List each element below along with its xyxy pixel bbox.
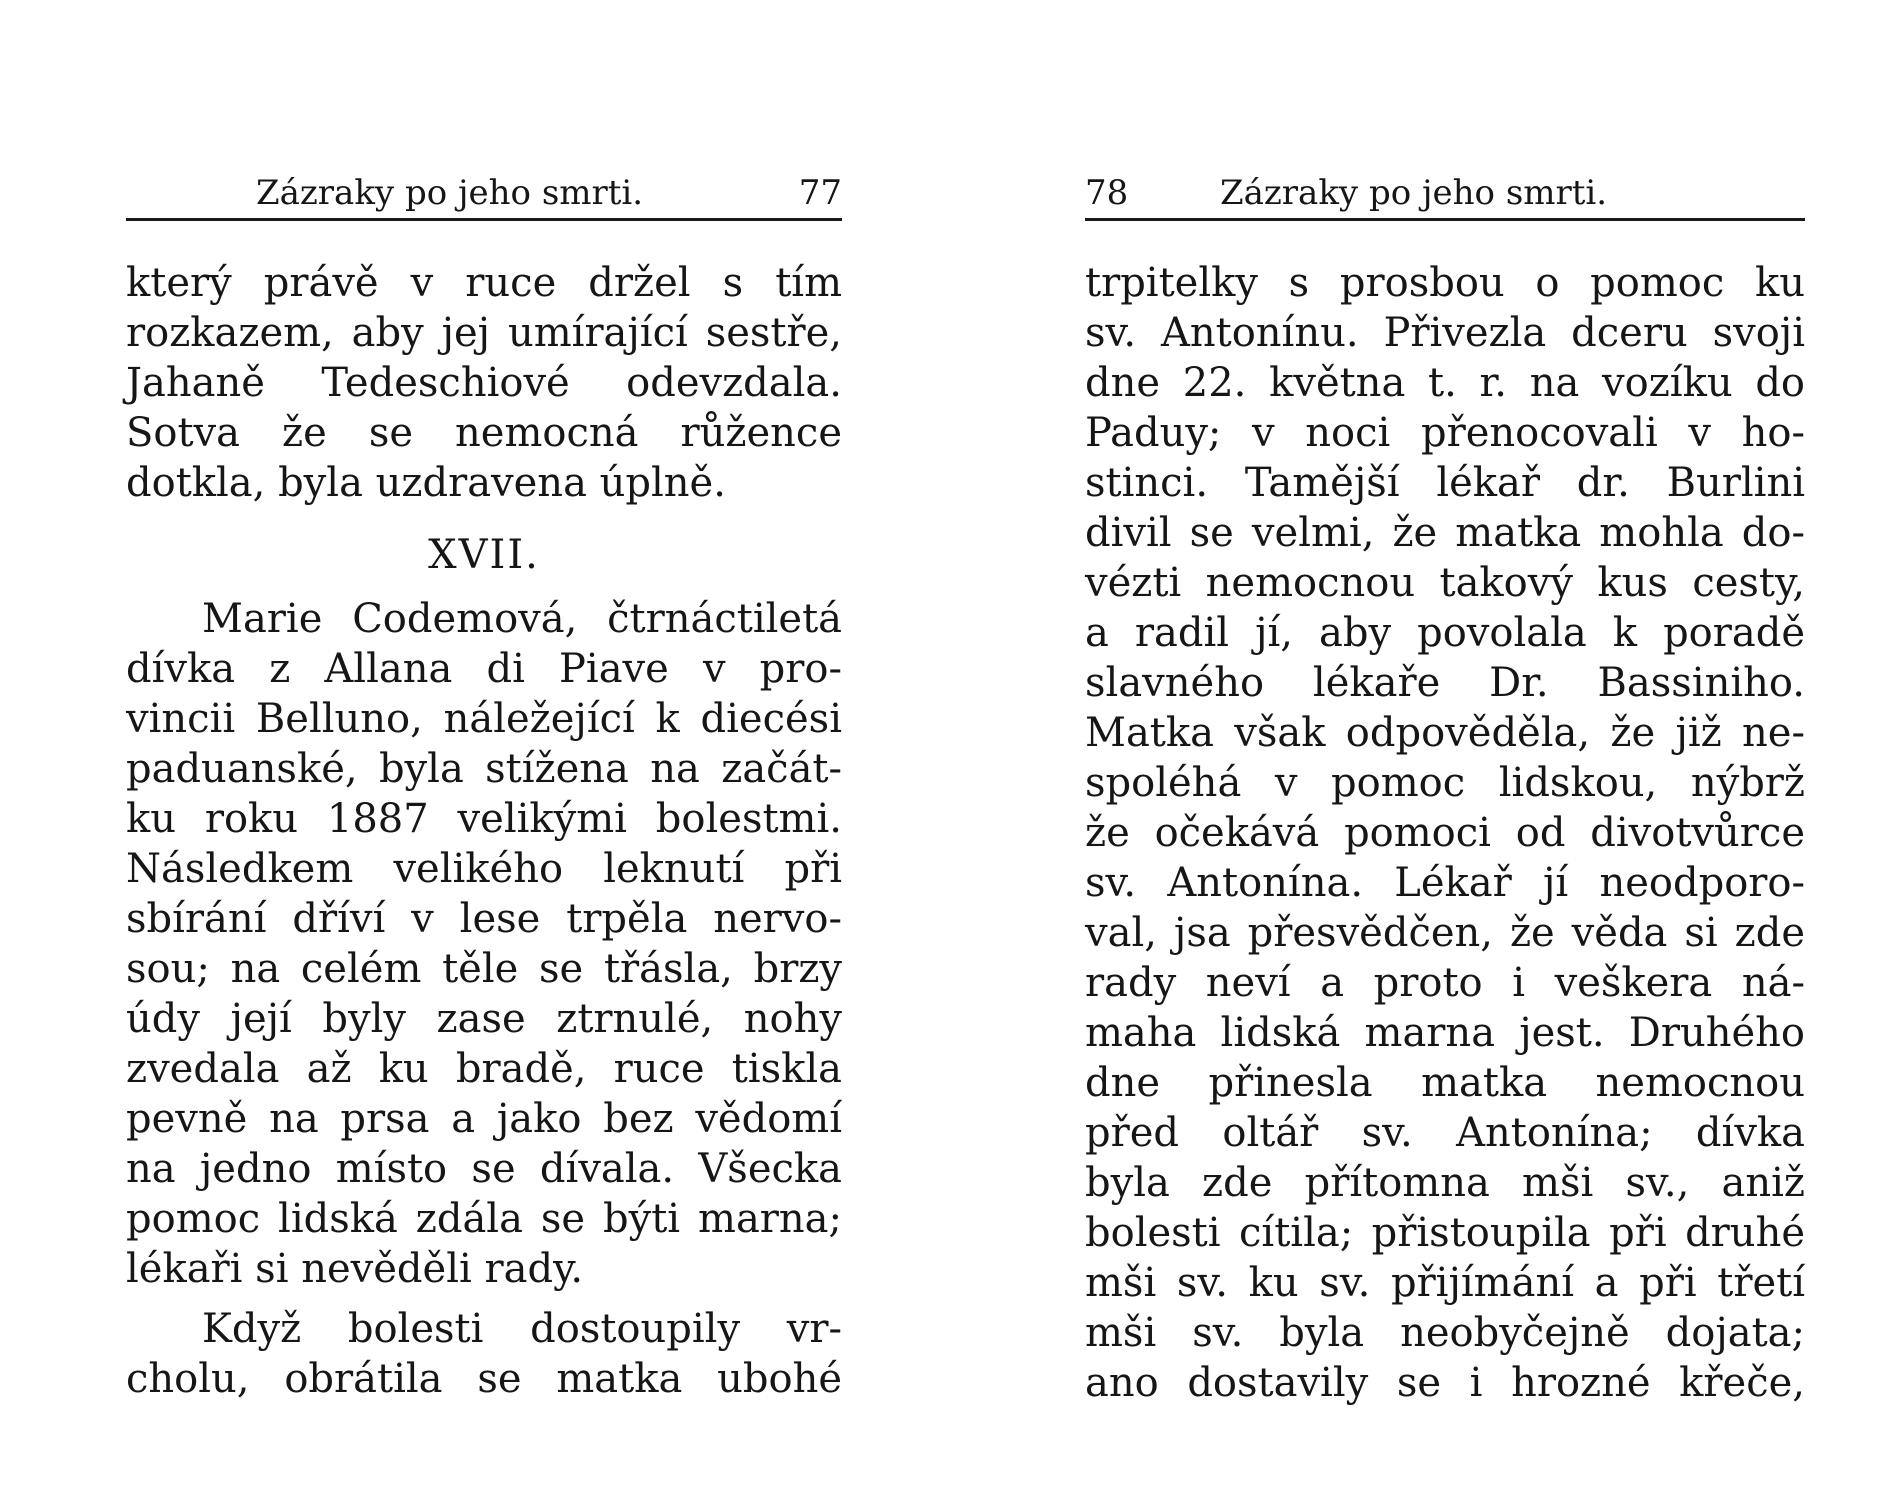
text-line: mši sv. ku sv. přijímání a při třetí <box>1085 1260 1805 1306</box>
text-line: který právě v ruce držel s tím <box>126 260 842 306</box>
text-line: Sotva že se nemocná růžence <box>126 410 842 456</box>
header-rule <box>1085 218 1805 221</box>
text-line: pevně na prsa a jako bez vědomí <box>126 1096 842 1142</box>
text-line: že očekává pomoci od divotvůrce <box>1085 810 1805 856</box>
text-line: byla zde přítomna mši sv., aniž <box>1085 1160 1805 1206</box>
text-line: paduanské, byla stížena na začát- <box>126 746 842 792</box>
page-number: 78 <box>1085 173 1129 213</box>
text-line: zvedala až ku bradě, ruce tiskla <box>126 1046 842 1092</box>
text-line: mši sv. byla neobyčejně dojata; <box>1085 1310 1805 1356</box>
right-page <box>1085 0 1805 1500</box>
text-line: spoléhá v pomoc lidskou, nýbrž <box>1085 760 1805 806</box>
text-line: rady neví a proto i veškera ná- <box>1085 960 1805 1006</box>
text-line: cholu, obrátila se matka ubohé <box>126 1356 842 1402</box>
right-page-header <box>1085 170 1805 216</box>
text-line: rozkazem, aby jej umírající sestře, <box>126 310 842 356</box>
text-line: stinci. Tamější lékař dr. Burlini <box>1085 460 1805 506</box>
text-line: pomoc lidská zdála se býti marna; <box>126 1196 842 1242</box>
text-line: Když bolesti dostoupily vr- <box>202 1306 842 1352</box>
text-line: údy její byly zase ztrnulé, nohy <box>126 996 842 1042</box>
text-line: val, jsa přesvědčen, že věda si zde <box>1085 910 1805 956</box>
text-line: dotkla, byla uzdravena úplně. <box>126 460 726 506</box>
left-page-header <box>126 170 842 216</box>
text-line: před oltář sv. Antonína; dívka <box>1085 1110 1805 1156</box>
text-line: bolesti cítila; přistoupila při druhé <box>1085 1210 1805 1256</box>
page-number: 77 <box>798 173 842 213</box>
text-line: maha lidská marna jest. Druhého <box>1085 1010 1805 1056</box>
text-line: slavného lékaře Dr. Bassiniho. <box>1085 660 1805 706</box>
right-page-body <box>1085 258 1805 1408</box>
text-line: lékaři si nevěděli rady. <box>126 1246 584 1292</box>
text-line: a radil jí, aby povolala k poradě <box>1085 610 1805 656</box>
text-line: sv. Antonínu. Přivezla dceru svoji <box>1085 310 1805 356</box>
running-head-title: Zázraky po jeho smrti. <box>1220 173 1608 213</box>
text-line: na jedno místo se dívala. Všecka <box>126 1146 842 1192</box>
text-line: Paduy; v noci přenocovali v ho- <box>1085 410 1805 456</box>
text-line: dne přinesla matka nemocnou <box>1085 1060 1805 1106</box>
text-line: dne 22. května t. r. na vozíku do <box>1085 360 1805 406</box>
text-line: ku roku 1887 velikými bolestmi. <box>126 796 842 842</box>
left-page-body <box>126 258 842 1404</box>
text-line: dívka z Allana di Piave v pro- <box>126 646 842 692</box>
text-line: Marie Codemová, čtrnáctiletá <box>202 596 842 642</box>
text-line: sv. Antonína. Lékař jí neodporo- <box>1085 860 1805 906</box>
section-heading: XVII. <box>428 532 540 578</box>
text-line: Následkem velikého leknutí při <box>126 846 842 892</box>
text-line: Jahaně Tedeschiové odevzdala. <box>126 360 842 406</box>
left-page <box>126 0 842 1500</box>
text-line: trpitelky s prosbou o pomoc ku <box>1085 260 1805 306</box>
text-line: ano dostavily se i hrozné křeče, <box>1085 1360 1805 1406</box>
running-head-title: Zázraky po jeho smrti. <box>256 173 644 213</box>
text-line: divil se velmi, že matka mohla do- <box>1085 510 1805 556</box>
text-line: sbírání dříví v lese trpěla nervo- <box>126 896 842 942</box>
header-rule <box>126 218 842 221</box>
text-line: vézti nemocnou takový kus cesty, <box>1085 560 1805 606</box>
text-line: vincii Belluno, náležející k diecési <box>126 696 842 742</box>
text-line: Matka však odpověděla, že již ne- <box>1085 710 1805 756</box>
text-line: sou; na celém těle se třásla, brzy <box>126 946 842 992</box>
